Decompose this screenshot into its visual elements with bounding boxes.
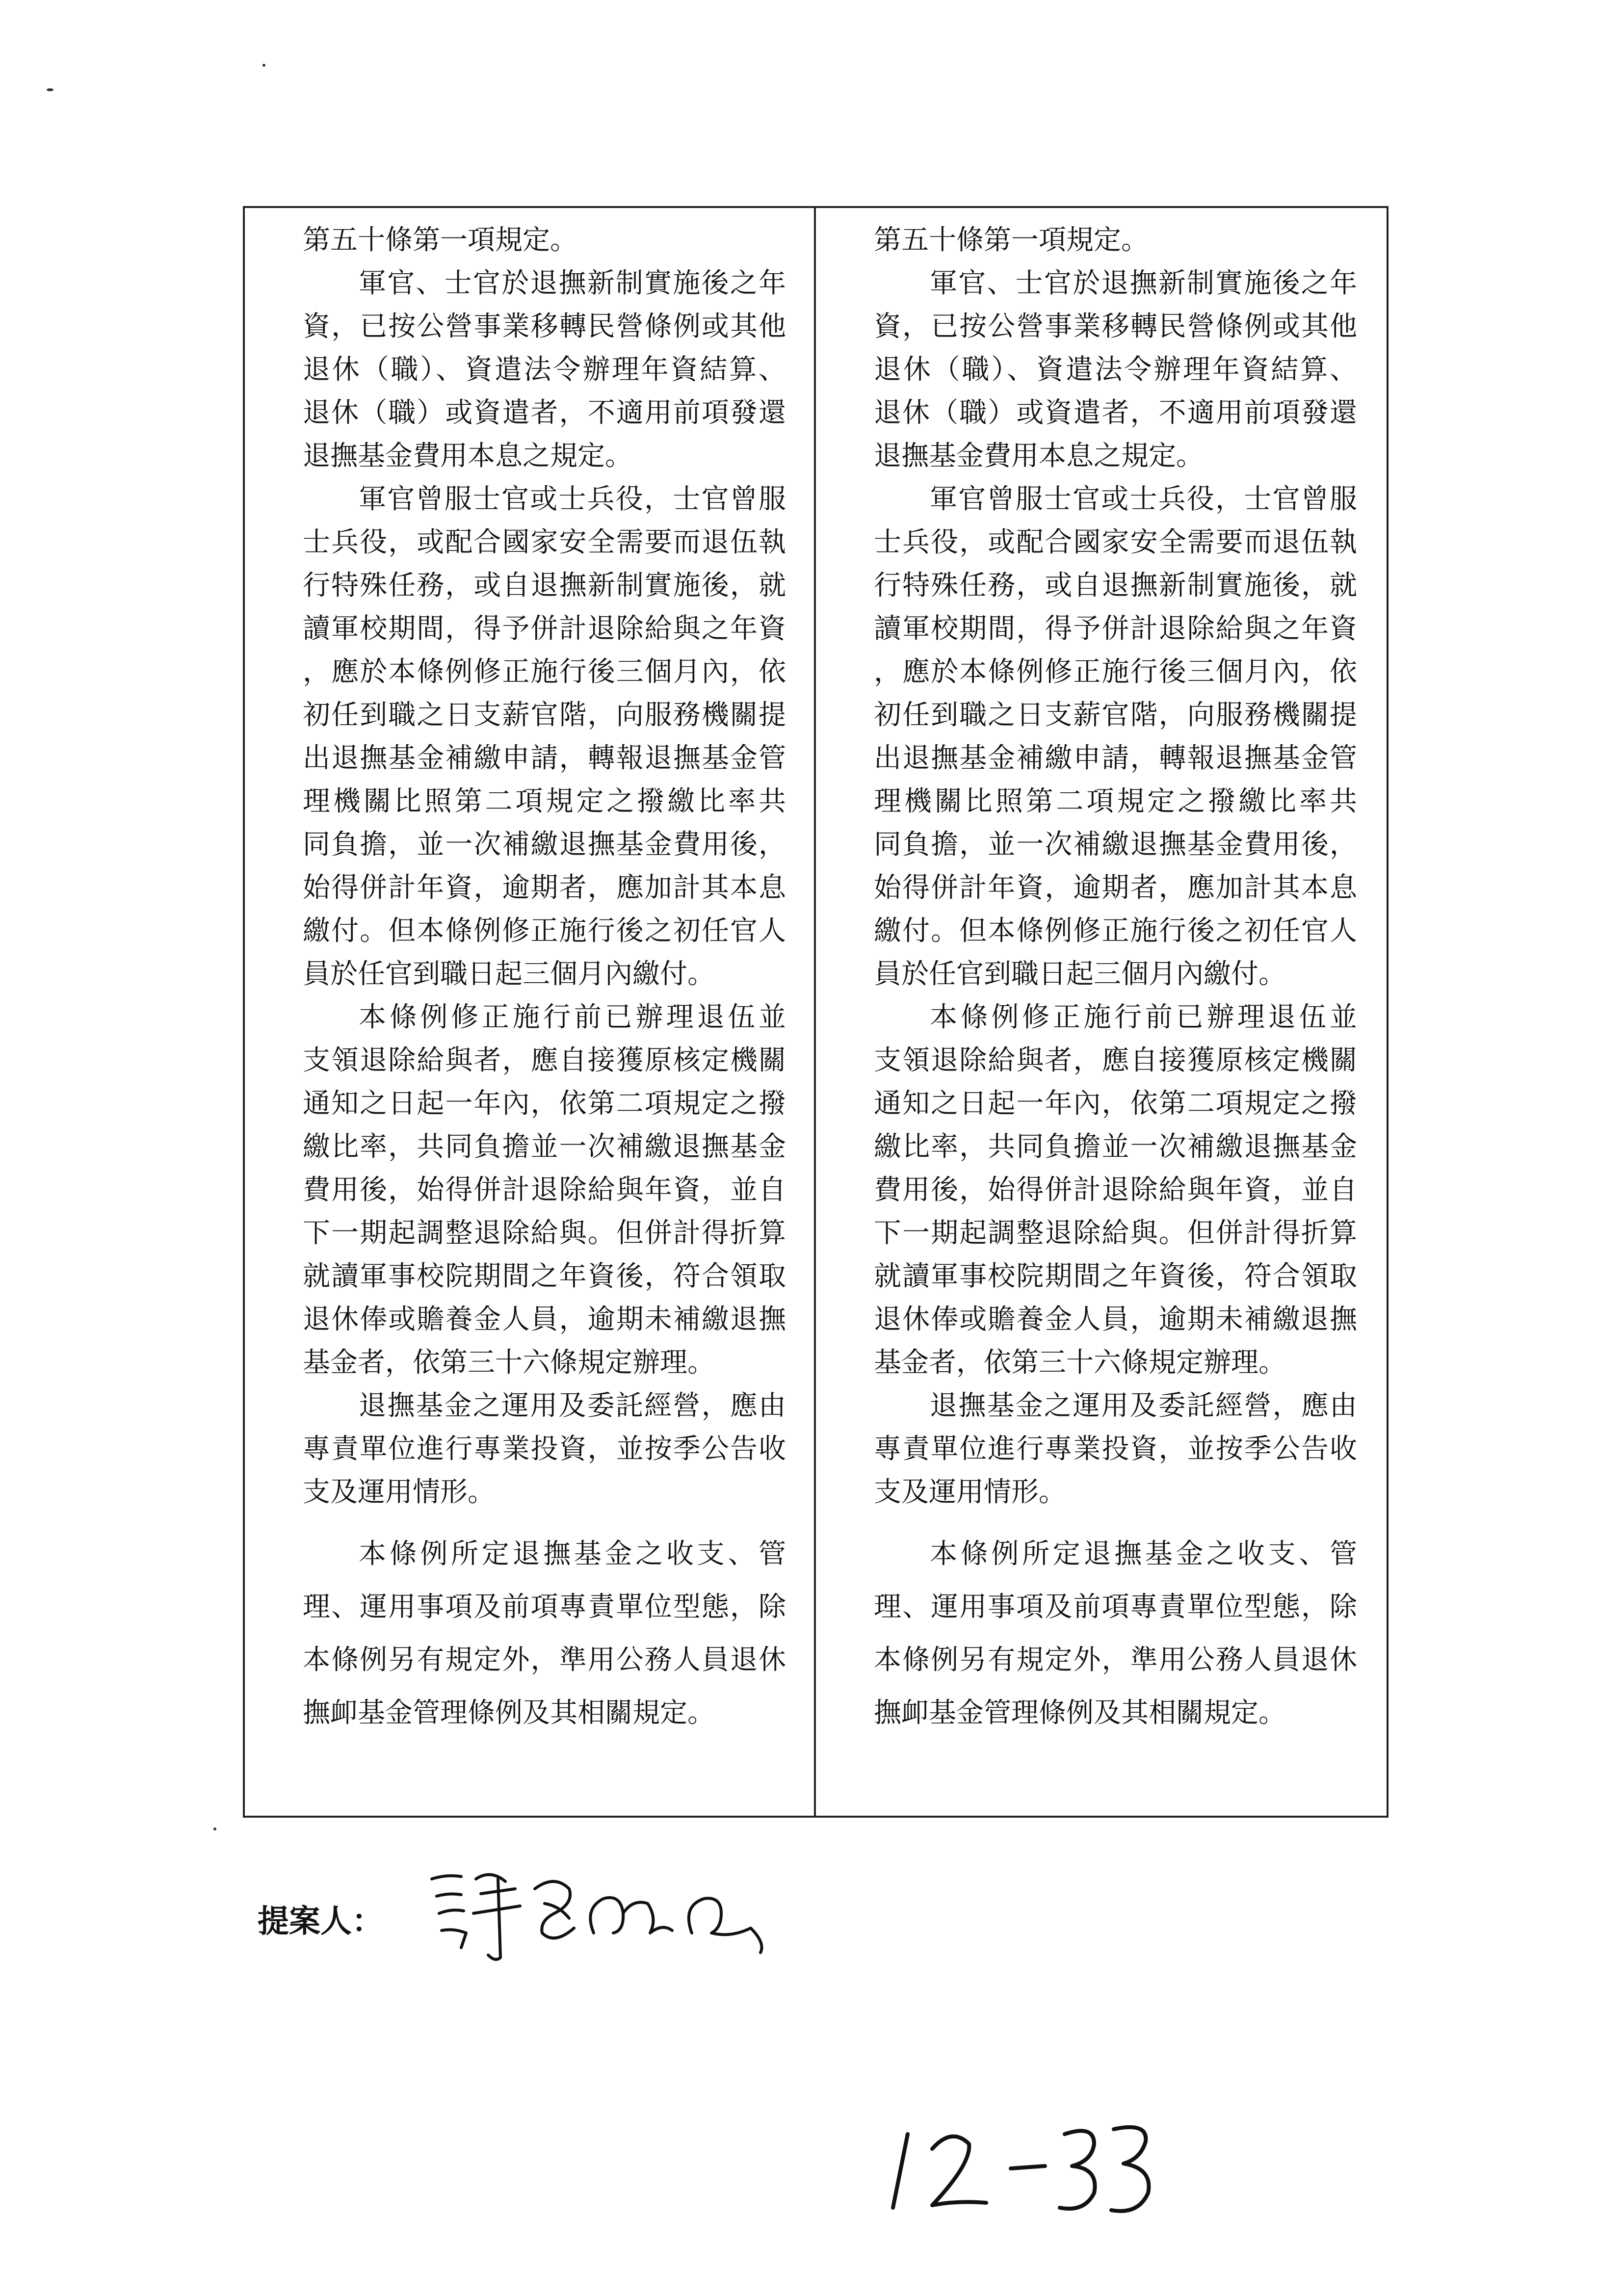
- text-line: 讀軍校期間，得予併計退除給與之年資: [303, 613, 786, 645]
- scan-speck: [262, 64, 265, 67]
- text-line: 支領退除給與者，應自接獲原核定機關: [303, 1044, 786, 1076]
- text-line: 支領退除給與者，應自接獲原核定機關: [874, 1044, 1357, 1076]
- text-line: 初任到職之日支薪官階，向服務機關提: [303, 699, 786, 731]
- scan-speck: [47, 88, 53, 91]
- text-line: 理機關比照第二項規定之撥繳比率共: [874, 785, 1357, 817]
- text-line: 基金者，依第三十六條規定辦理。: [303, 1347, 715, 1379]
- text-line: 退休（職）或資遣者，不適用前項發還: [303, 397, 786, 429]
- text-line: 退休（職）、資遣法令辦理年資結算、: [874, 354, 1357, 386]
- text-line: 士兵役，或配合國家安全需要而退伍執: [303, 526, 786, 558]
- text-line: 理機關比照第二項規定之撥繳比率共: [303, 785, 786, 817]
- text-line: 撫卹基金管理條例及其相關規定。: [303, 1697, 715, 1729]
- paragraph: [874, 262, 1357, 478]
- text-line: ，應於本條例修正施行後三個月內，依: [303, 656, 786, 688]
- text-line: 資，已按公營事業移轉民營條例或其他: [874, 311, 1357, 342]
- text-line: 軍官曾服士官或士兵役，士官曾服: [930, 483, 1357, 515]
- scan-speck: [213, 1827, 216, 1830]
- text-line: 本條例另有規定外，準用公務人員退休: [874, 1644, 1357, 1676]
- text-line: 專責單位進行專業投資，並按季公告收: [874, 1433, 1357, 1465]
- text-line: 同負擔，並一次補繳退撫基金費用後，: [874, 829, 1357, 861]
- paragraph: [303, 1384, 786, 1514]
- text-line: 退休俸或贍養金人員，逾期未補繳退撫: [303, 1304, 786, 1335]
- text-line: 行特殊任務，或自退撫新制實施後，就: [874, 570, 1357, 601]
- text-line: 資，已按公營事業移轉民營條例或其他: [303, 311, 786, 342]
- text-line: 本條例另有規定外，準用公務人員退休: [303, 1644, 786, 1676]
- left-column: [303, 219, 786, 1740]
- text-line: ，應於本條例修正施行後三個月內，依: [874, 656, 1357, 688]
- text-line: 退休（職）、資遣法令辦理年資結算、: [303, 354, 786, 386]
- text-line: 支及運用情形。: [303, 1476, 495, 1508]
- paragraph: [303, 478, 786, 996]
- paragraph: [303, 262, 786, 478]
- text-line: 本條例修正施行前已辦理退伍並: [359, 1001, 786, 1033]
- right-column: [874, 219, 1357, 1740]
- text-line: 通知之日起一年內，依第二項規定之撥: [303, 1088, 786, 1120]
- text-line: 同負擔，並一次補繳退撫基金費用後，: [303, 829, 786, 861]
- comparison-table: [243, 206, 1388, 1818]
- text-line: 撫卹基金管理條例及其相關規定。: [874, 1697, 1286, 1729]
- text-line: 繳比率，共同負擔並一次補繳退撫基金: [874, 1131, 1357, 1163]
- text-line: 下一期起調整退除給與。但併計得折算: [303, 1217, 786, 1249]
- text-line: 退休（職）或資遣者，不適用前項發還: [874, 397, 1357, 429]
- text-line: 通知之日起一年內，依第二項規定之撥: [874, 1088, 1357, 1120]
- text-line: 始得併計年資，逾期者，應加計其本息: [303, 872, 786, 904]
- text-line: 退撫基金費用本息之規定。: [874, 440, 1204, 472]
- text-line: 退撫基金之運用及委託經營，應由: [930, 1390, 1357, 1422]
- text-line: 支及運用情形。: [874, 1476, 1066, 1508]
- paragraph: [874, 219, 1357, 262]
- column-divider: [814, 208, 816, 1816]
- text-line: 讀軍校期間，得予併計退除給與之年資: [874, 613, 1357, 645]
- text-line: 第五十條第一項規定。: [874, 224, 1149, 256]
- text-line: 基金者，依第三十六條規定辦理。: [874, 1347, 1286, 1379]
- paragraph: [874, 478, 1357, 996]
- text-line: 行特殊任務，或自退撫新制實施後，就: [303, 570, 786, 601]
- text-line: 繳付。但本條例修正施行後之初任官人: [874, 915, 1357, 947]
- text-line: 繳付。但本條例修正施行後之初任官人: [303, 915, 786, 947]
- text-line: 出退撫基金補繳申請，轉報退撫基金管: [303, 742, 786, 774]
- text-line: 退休俸或贍養金人員，逾期未補繳退撫: [874, 1304, 1357, 1335]
- paragraph: [303, 996, 786, 1384]
- text-line: 繳比率，共同負擔並一次補繳退撫基金: [303, 1131, 786, 1163]
- text-line: 理、運用事項及前項專責單位型態，除: [874, 1591, 1357, 1623]
- paragraph: [874, 996, 1357, 1384]
- text-line: 就讀軍事校院期間之年資後，符合領取: [303, 1260, 786, 1292]
- text-line: 費用後，始得併計退除給與年資，並自: [303, 1174, 786, 1206]
- text-line: 費用後，始得併計退除給與年資，並自: [874, 1174, 1357, 1206]
- text-line: 員於任官到職日起三個月內繳付。: [303, 958, 715, 990]
- text-line: 本條例所定退撫基金之收支、管: [359, 1538, 786, 1570]
- text-line: 軍官、士官於退撫新制實施後之年: [930, 267, 1357, 299]
- text-line: 軍官曾服士官或士兵役，士官曾服: [359, 483, 786, 515]
- text-line: 就讀軍事校院期間之年資後，符合領取: [874, 1260, 1357, 1292]
- paragraph: [303, 219, 786, 262]
- text-line: 員於任官到職日起三個月內繳付。: [874, 958, 1286, 990]
- text-line: 下一期起調整退除給與。但併計得折算: [874, 1217, 1357, 1249]
- paragraph: [874, 1384, 1357, 1514]
- paragraph: [874, 1528, 1357, 1740]
- text-line: 士兵役，或配合國家安全需要而退伍執: [874, 526, 1357, 558]
- text-line: 始得併計年資，逾期者，應加計其本息: [874, 872, 1357, 904]
- handwritten-signature: [427, 1859, 770, 1967]
- text-line: 退撫基金之運用及委託經營，應由: [359, 1390, 786, 1422]
- paragraph: [303, 1528, 786, 1740]
- text-line: 專責單位進行專業投資，並按季公告收: [303, 1433, 786, 1465]
- text-line: 軍官、士官於退撫新制實施後之年: [359, 267, 786, 299]
- text-line: 理、運用事項及前項專責單位型態，除: [303, 1591, 786, 1623]
- text-line: 初任到職之日支薪官階，向服務機關提: [874, 699, 1357, 731]
- text-line: 本條例所定退撫基金之收支、管: [930, 1538, 1357, 1570]
- handwritten-page-number: [888, 2114, 1163, 2222]
- proposer-label: 提案人：: [258, 1904, 383, 1940]
- text-line: 本條例修正施行前已辦理退伍並: [930, 1001, 1357, 1033]
- text-line: 退撫基金費用本息之規定。: [303, 440, 632, 472]
- text-line: 出退撫基金補繳申請，轉報退撫基金管: [874, 742, 1357, 774]
- text-line: 第五十條第一項規定。: [303, 224, 577, 256]
